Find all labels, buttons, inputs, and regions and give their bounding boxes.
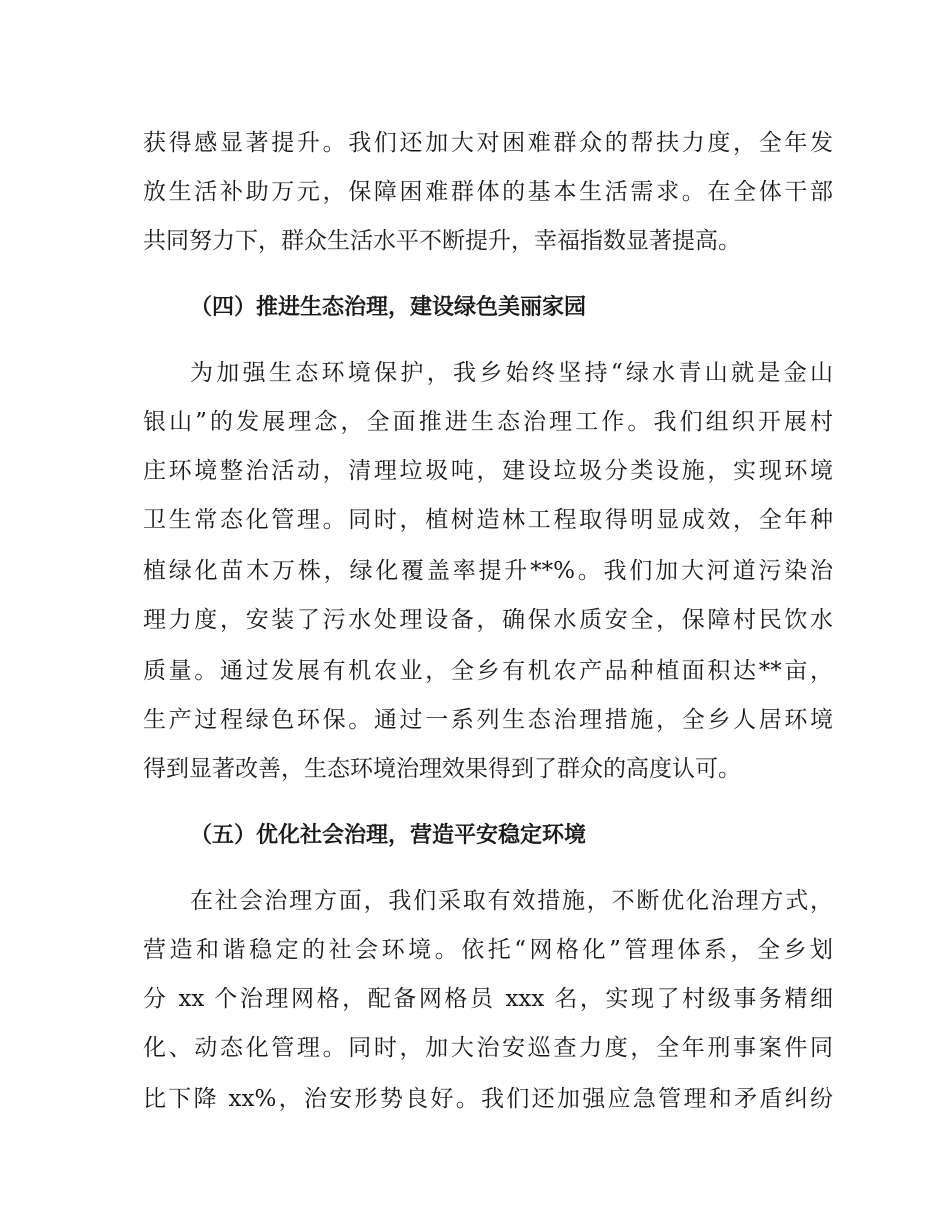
paragraph-line: 庄环境整治活动，清理垃圾吨，建设垃圾分类设施，实现环境 (143, 458, 833, 484)
section-heading-4: （四）推进生态治理，建设绿色美丽家园 (190, 295, 587, 320)
paragraph-line: 比下降 xx%，治安形势良好。我们还加强应急管理和矛盾纠纷 (143, 1086, 833, 1112)
paragraph-line: 化、动态化管理。同时，加大治安巡查力度，全年刑事案件同 (143, 1035, 833, 1061)
section-heading-5: （五）优化社会治理，营造平安稳定环境 (190, 823, 587, 848)
paragraph-line: 在社会治理方面，我们采取有效措施，不断优化治理方式， (190, 888, 833, 914)
paragraph-line: 共同努力下，群众生活水平不断提升，幸福指数显著提高。 (143, 228, 741, 254)
paragraph-line: 理力度，安装了污水处理设备，确保水质安全，保障村民饮水 (143, 607, 833, 633)
paragraph-line: 得到显著改善，生态环境治理效果得到了群众的高度认可。 (143, 756, 741, 782)
paragraph-line: 卫生常态化管理。同时，植树造林工程取得明显成效，全年种 (143, 507, 833, 533)
paragraph-line: 获得感显著提升。我们还加大对困难群众的帮扶力度，全年发 (143, 130, 833, 156)
paragraph-line: 生产过程绿色环保。通过一系列生态治理措施，全乡人居环境 (143, 707, 833, 733)
paragraph-line: 分 xx 个治理网格，配备网格员 xxx 名，实现了村级事务精细 (143, 986, 833, 1012)
paragraph-line: 营造和谐稳定的社会环境。依托“网格化”管理体系，全乡划 (143, 937, 833, 963)
paragraph-line: 质量。通过发展有机农业，全乡有机农产品种植面积达**亩， (143, 658, 833, 684)
paragraph-line: 为加强生态环境保护，我乡始终坚持“绿水青山就是金山 (190, 360, 833, 386)
paragraph-line: 放生活补助万元，保障困难群体的基本生活需求。在全体干部 (143, 179, 833, 205)
paragraph-line: 银山”的发展理念，全面推进生态治理工作。我们组织开展村 (143, 409, 833, 435)
paragraph-line: 植绿化苗木万株，绿化覆盖率提升**%。我们加大河道污染治 (143, 558, 833, 584)
